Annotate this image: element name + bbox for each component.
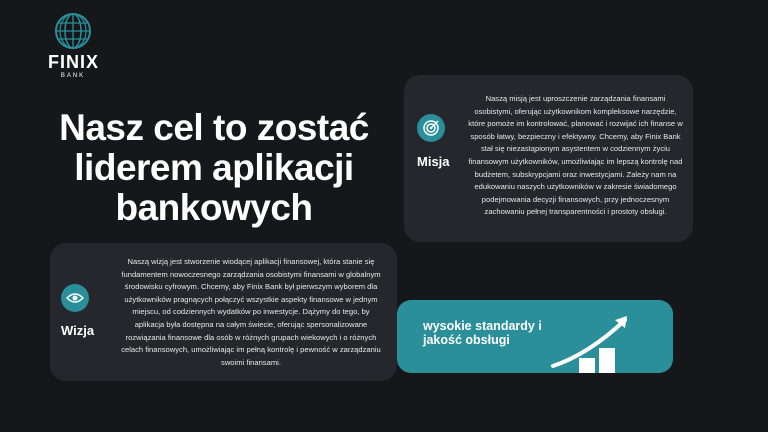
vision-text: Naszą wizją jest stworzenie wiodącej aplikacji finansowej, która stanie się fundamentem nowoczesnego zarządzania osobistymi finansami w globalnym środowisku cyfrowym. Chcemy, aby Finix Bank był pierwszym wyborem dla użytkowników pragnących połączyć wszystkie aspekty finansowe w jednym miejscu, od codziennych wydatków po inwestycje. Dążymy do tego, by aplikacja była dostępna na całym świecie, oferując spersonalizowane rozwiązania finansowe dla osób w różnych grupach wiekowych i o różnych celach finansowych, umożliwiając im pełną kontrolę i pewność w zarządzaniu swoimi finansami. [121,257,381,367]
vision-label: Wizja [61,323,95,338]
page-title: Nasz cel to zostać liderem aplikacji bankowych [59,107,369,228]
eye-icon [61,284,89,312]
standards-label: wysokie standardy i jakość obsługi [423,319,542,347]
globe-icon [54,12,92,50]
mission-text: Naszą misją jest uproszczenie zarządzania finansami osobistymi, oferując użytkownikom kompleksowe narzędzie, które pomoże im kontrolować, planować i rozwijać ich finanse w sposób łatwy, bezpieczny i efektywny. Chcemy, aby Finix Bank stał się niezastąpionym asystentem w codziennym życiu finansowym użytkowników, umożliwiając im lepszą kontrolę nad budżetem, subskrypcjami oraz inwestycjami. Zależy nam na edukowaniu naszych użytkowników w zakresie świadomego podejmowania decyzji finansowych, przy jednoczesnym zachowaniu pełnej transparentności i prostoty obsługi. [468,94,683,217]
target-icon [417,114,445,142]
vision-card [50,243,397,381]
brand-logo [48,12,98,79]
mission-label: Misja [417,154,450,169]
brand-sub: BANK [60,73,86,79]
brand-name: FINIX [48,52,100,72]
mission-card [404,75,693,242]
standards-card [397,300,673,373]
growth-chart-icon [549,314,635,373]
